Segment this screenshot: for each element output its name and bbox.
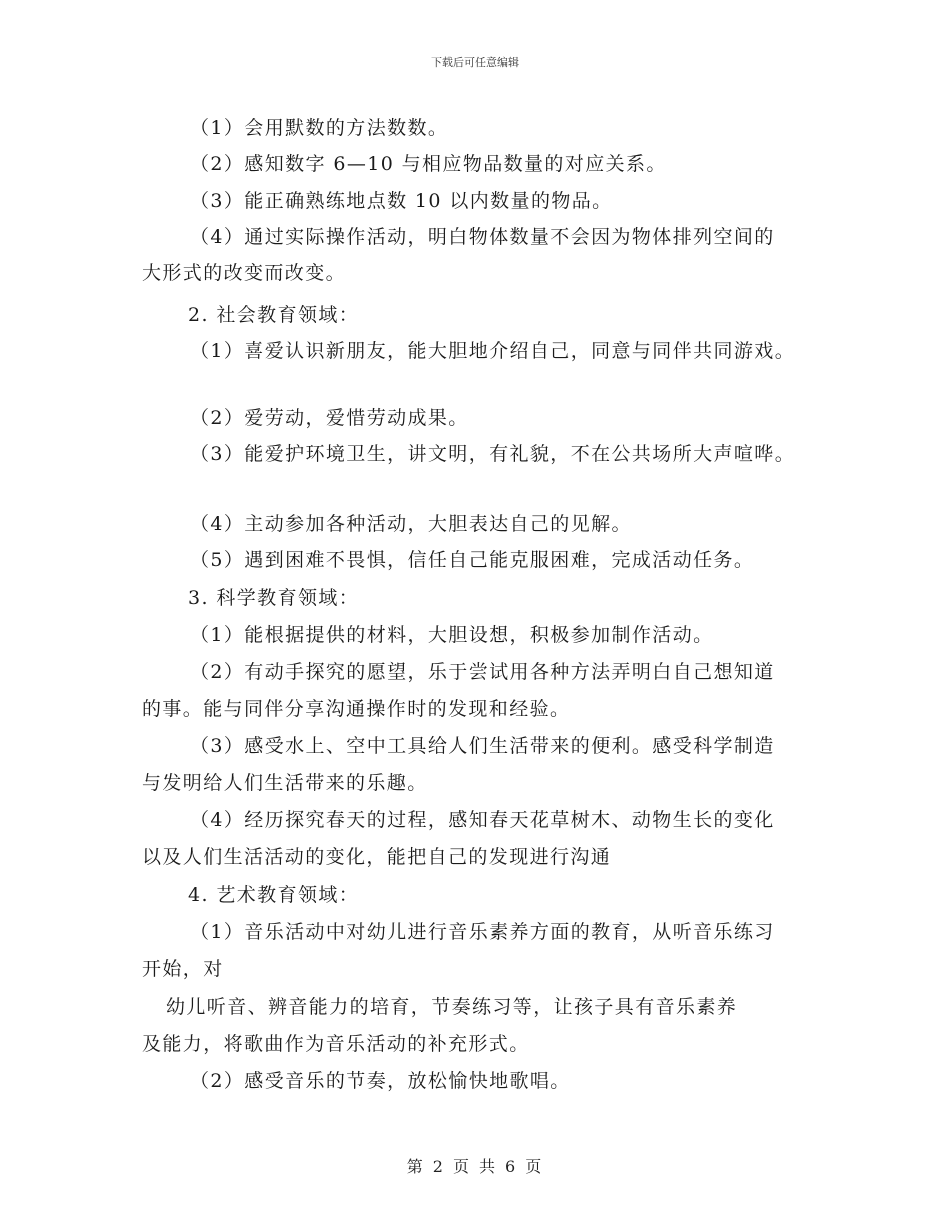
text-line: 大形式的改变而改变。	[142, 262, 347, 284]
footer-total-pages: 6	[505, 1157, 518, 1176]
text-line: （2）有动手探究的愿望，乐于尝试用各种方法弄明白自己想知道	[190, 661, 775, 683]
text-line: （3）能爱护环境卫生，讲文明，有礼貌，不在公共场所大声喧哗。	[190, 443, 796, 465]
footer-page-number: 2	[432, 1157, 445, 1176]
section-heading: 4. 艺术教育领域：	[188, 884, 360, 906]
text-line: （5）遇到困难不畏惧，信任自己能克服困难，完成活动任务。	[190, 549, 755, 571]
text-line: （4）通过实际操作活动，明白物体数量不会因为物体排列空间的	[190, 226, 775, 248]
text-line: （2）感知数字 6—10 与相应物品数量的对应关系。	[190, 153, 667, 175]
section-heading: 3. 科学教育领域：	[188, 587, 360, 609]
text-line: 与发明给人们生活带来的乐趣。	[142, 772, 428, 794]
text-line: （1）能根据提供的材料，大胆设想，积极参加制作活动。	[190, 624, 714, 646]
text-line: （1）会用默数的方法数数。	[190, 117, 449, 139]
footer-ye: 页	[452, 1157, 471, 1176]
page-footer	[0, 1154, 950, 1177]
page-header: 下载后可任意编辑	[431, 56, 519, 69]
text-line: 以及人们生活活动的变化，能把自己的发现进行沟通	[142, 846, 612, 868]
section-heading: 2. 社会教育领域：	[188, 304, 360, 326]
text-line: 开始，对	[142, 958, 224, 980]
text-line: （1）喜爱认识新朋友，能大胆地介绍自己，同意与同伴共同游戏。	[190, 340, 796, 362]
text-line: 的事。能与同伴分享沟通操作时的发现和经验。	[142, 698, 571, 720]
text-line: 幼儿听音、辨音能力的培育，节奏练习等，让孩子具有音乐素养	[166, 996, 738, 1018]
text-line: （3）感受水上、空中工具给人们生活带来的便利。感受科学制造	[190, 735, 775, 757]
text-line: （4）经历探究春天的过程，感知春天花草树木、动物生长的变化	[190, 809, 775, 831]
text-line: （4）主动参加各种活动，大胆表达自己的见解。	[190, 513, 632, 535]
text-line: （2）感受音乐的节奏，放松愉快地歌唱。	[190, 1070, 571, 1092]
footer-ye: 页	[525, 1157, 544, 1176]
text-line: （1）音乐活动中对幼儿进行音乐素养方面的教育，从听音乐练习	[190, 921, 775, 943]
text-line: （2）爱劳动，爱惜劳动成果。	[190, 407, 469, 429]
text-line: 及能力，将歌曲作为音乐活动的补充形式。	[142, 1033, 530, 1055]
footer-gong: 共	[479, 1157, 498, 1176]
footer-di: 第	[406, 1157, 425, 1176]
text-line: （3）能正确熟练地点数 10 以内数量的物品。	[190, 190, 613, 212]
